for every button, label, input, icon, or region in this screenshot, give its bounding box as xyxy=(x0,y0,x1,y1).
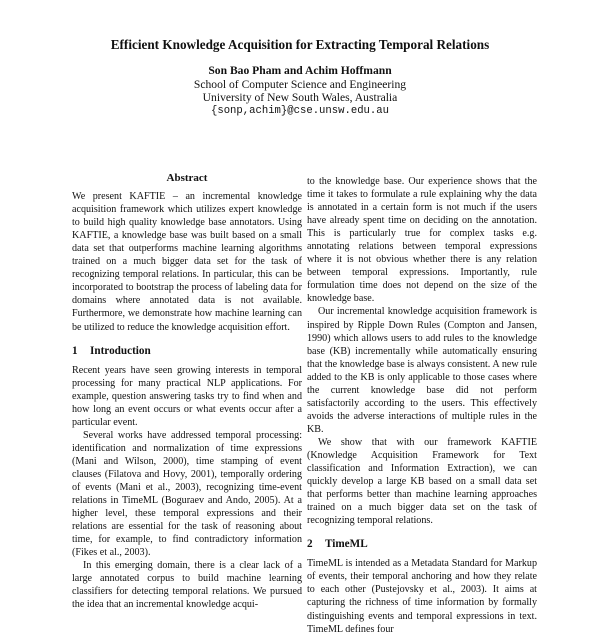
intro-paragraph-3: In this emerging domain, there is a clear lack of a large annotated corpus to build machine learning classifiers for detecting temporal relations. We pursued the idea that an incremental knowledge acqui- xyxy=(72,560,302,611)
intro-paragraph-1: Recent years have seen growing interests in temporal processing for many practical NLP applications. For example, question answering tasks try to find when and how long an event occurs or what events occur after a particular event. xyxy=(72,364,302,428)
author-block xyxy=(0,64,600,118)
abstract-heading: Abstract xyxy=(166,172,208,184)
section-heading-introduction xyxy=(72,345,302,358)
right-column xyxy=(307,175,537,635)
section-number: 2 xyxy=(307,538,313,551)
right-paragraph-3: We show that with our framework KAFTIE (Knowledge Acquisition Framework for Text classification and Information Extraction), we can quickly develop a large KB based on a small data set that performs better than machine learning approaches trained on a much bigger data set on the task of recognizing temporal relations. xyxy=(307,436,537,527)
paper-title: Efficient Knowledge Acquisition for Extracting Temporal Relations xyxy=(110,37,490,52)
affiliation-university: University of New South Wales, Australia xyxy=(202,91,398,105)
author-names: Son Bao Pham and Achim Hoffmann xyxy=(208,64,392,77)
right-paragraph-2: Our incremental knowledge acquisition framework is inspired by Ripple Down Rules (Compton and Jansen, 1990) which allows users to add rules to the knowledge base (KB) incrementally while automatically ensuring that the knowledge base is always consistent. A new rule added to the KB is only applicable to those cases where the current knowledge base did not perform satisfactorily according to the users. This effectively avoids the adverse interactions of multiple rules in the KB. xyxy=(307,306,537,435)
abstract-text: We present KAFTIE – an incremental knowledge acquisition framework which utilizes expert knowledge to build high quality knowledge base annotators. Using KAFTIE, a knowledge base was built based on a small data set that outperforms machine learning algorithms trained on a much bigger data set for the task of recognizing temporal relations. In particular, this can be incorporated to bootstrap the process of labeling data for domains where annotated data is not available. Furthermore, we demonstrate how machine learning can be utilized to reduce the knowledge acquisition effort. xyxy=(72,191,302,333)
section-number: 1 xyxy=(72,344,78,357)
section-title: TimeML xyxy=(325,538,368,551)
section-title: Introduction xyxy=(90,344,151,357)
intro-paragraph-2: Several works have addressed temporal processing: identification and normalization of time expressions (Mani and Wilson, 2000), time stamping of event clauses (Filatova and Hovy, 2001), temporally ordering of events (Mani et al., 2003), recognizing time-event relations in TimeML (Boguraev and Ando, 2005). At a higher level, these temporal expressions and their relations are essential for the task of reasoning about time, for example, to find contradictory information (Fikes et al., 2003). xyxy=(72,429,302,559)
section-heading-timeml xyxy=(307,538,537,551)
timeml-paragraph-1: TimeML is intended as a Metadata Standard for Markup of events, their temporal anchoring and how they relate to each other (Pustejovsky et al., 2003). It aims at capturing the richness of time information by formally distinguishing events and temporal expressions in text. TimeML defines four xyxy=(307,558,537,635)
left-column xyxy=(72,168,302,611)
affiliation-department: School of Computer Science and Engineering xyxy=(193,77,407,91)
right-paragraph-1: to the knowledge base. Our experience shows that the time it takes to formulate a rule explaining why the data is annotated in a certain form is not much if the users have already spent time on deciding on the annotation. This is particularly true for complex tasks e.g. annotating relations between temporal expressions where it is not obvious whether there is any relation between temporal expressions. Importantly, rule formulation time does not depend on the size of the knowledge base. xyxy=(307,176,537,305)
author-email: {sonp,achim}@cse.unsw.edu.au xyxy=(210,104,389,117)
